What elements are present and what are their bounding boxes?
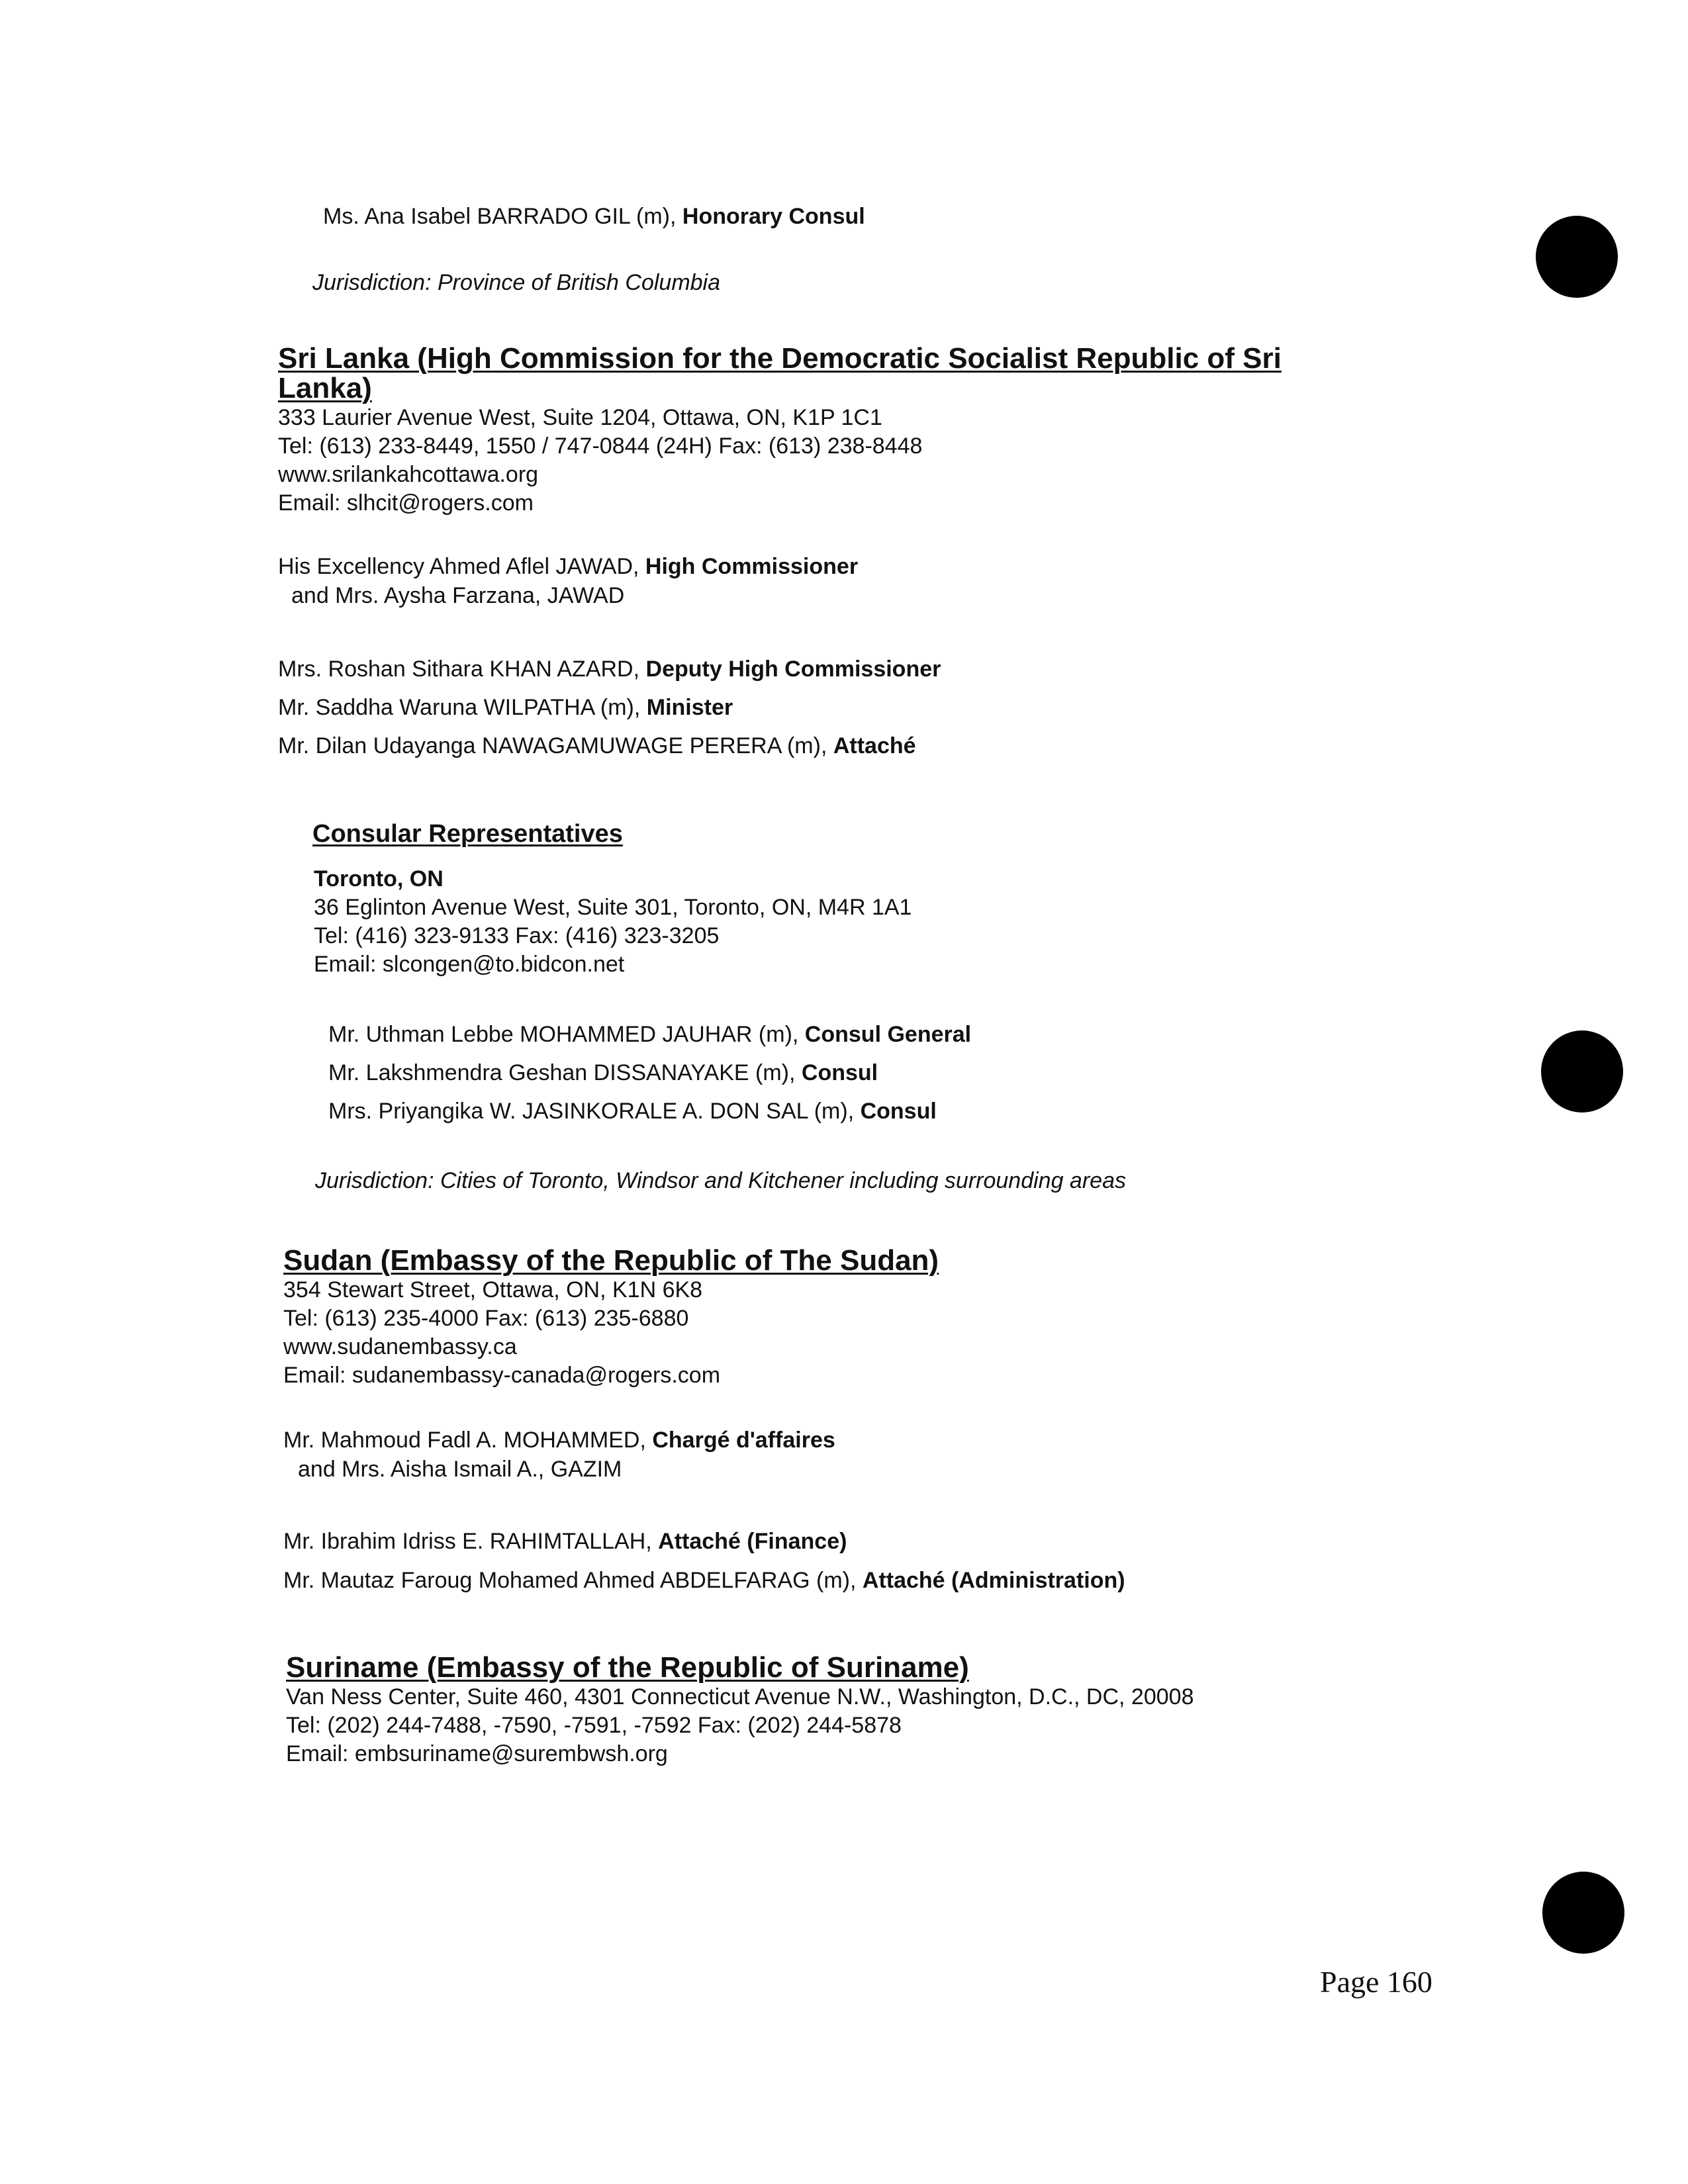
spouse-line: and Mrs. Aisha Ismail A., GAZIM: [298, 1457, 622, 1482]
person-title: High Commissioner: [645, 554, 859, 579]
consulate-address: 36 Eglinton Avenue West, Suite 301, Toronto, ON, M4R 1A1: [314, 895, 912, 920]
person-title: Chargé d'affaires: [652, 1428, 835, 1453]
consular-staff-entry: [328, 1097, 937, 1125]
sri-lanka-tel: Tel: (613) 233-8449, 1550 / 747-0844 (24H) Fax: (613) 238-8448: [278, 433, 923, 459]
staff-entry: [278, 655, 941, 683]
person-name: Mr. Ibrahim Idriss E. RAHIMTALLAH,: [283, 1529, 659, 1554]
staff-entry: [278, 694, 733, 721]
person-title: Honorary Consul: [682, 204, 865, 229]
sudan-tel: Tel: (613) 235-4000 Fax: (613) 235-6880: [283, 1306, 689, 1331]
suriname-tel: Tel: (202) 244-7488, -7590, -7591, -7592 Fax: (202) 244-5878: [286, 1713, 902, 1738]
sudan-address: 354 Stewart Street, Ottawa, ON, K1N 6K8: [283, 1277, 703, 1302]
consular-representatives-heading: Consular Representatives: [312, 820, 623, 848]
person-name: His Excellency Ahmed Aflel JAWAD,: [278, 554, 645, 579]
sri-lanka-website: www.srilankahcottawa.org: [278, 462, 539, 487]
person-name: Mr. Saddha Waruna WILPATHA (m),: [278, 695, 647, 720]
person-title: Consul: [801, 1060, 878, 1085]
sri-lanka-heading-line2: Lanka): [278, 372, 372, 404]
consulate-city: Toronto, ON: [314, 866, 444, 891]
consulate-tel: Tel: (416) 323-9133 Fax: (416) 323-3205: [314, 923, 720, 948]
person-name: Mrs. Priyangika W. JASINKORALE A. DON SAL (m),: [328, 1099, 861, 1124]
person-title: Attaché: [833, 733, 916, 758]
binder-hole-middle: [1541, 1030, 1623, 1113]
person-name: Ms. Ana Isabel BARRADO GIL (m),: [323, 204, 682, 229]
jurisdiction-note: Jurisdiction: Province of British Columbia: [312, 270, 721, 295]
consulate-email: Email: slcongen@to.bidcon.net: [314, 952, 625, 977]
sri-lanka-email: Email: slhcit@rogers.com: [278, 490, 534, 516]
consular-jurisdiction-note: Jurisdiction: Cities of Toronto, Windsor and Kitchener including surrounding areas: [315, 1168, 1126, 1193]
staff-entry: [278, 732, 916, 760]
person-title: Consul General: [804, 1022, 972, 1047]
sudan-email: Email: sudanembassy-canada@rogers.com: [283, 1363, 721, 1388]
person-title: Deputy High Commissioner: [645, 657, 941, 682]
sri-lanka-address: 333 Laurier Avenue West, Suite 1204, Ottawa, ON, K1P 1C1: [278, 405, 882, 430]
suriname-address: Van Ness Center, Suite 460, 4301 Connecticut Avenue N.W., Washington, D.C., DC, 20008: [286, 1684, 1194, 1709]
person-name: Mr. Dilan Udayanga NAWAGAMUWAGE PERERA (m),: [278, 733, 833, 758]
person-name: Mr. Lakshmendra Geshan DISSANAYAKE (m),: [328, 1060, 802, 1085]
person-title: Consul: [860, 1099, 937, 1124]
binder-hole-bottom: [1542, 1872, 1624, 1954]
person-name: Mrs. Roshan Sithara KHAN AZARD,: [278, 657, 646, 682]
page-number: Page 160: [1320, 1965, 1432, 1999]
sri-lanka-heading-line1: Sri Lanka (High Commission for the Democratic Socialist Republic of Sri: [278, 342, 1282, 375]
person-title: Minister: [646, 695, 733, 720]
sudan-website: www.sudanembassy.ca: [283, 1334, 517, 1359]
high-commissioner-entry: [278, 553, 858, 580]
binder-hole-top: [1536, 216, 1618, 298]
spouse-line: and Mrs. Aysha Farzana, JAWAD: [291, 583, 625, 608]
person-name: Mr. Mahmoud Fadl A. MOHAMMED,: [283, 1428, 653, 1453]
staff-entry: [283, 1527, 847, 1555]
suriname-heading: Suriname (Embassy of the Republic of Suriname): [286, 1651, 969, 1684]
person-title: Attaché (Administration): [862, 1568, 1125, 1593]
person-name: Mr. Mautaz Faroug Mohamed Ahmed ABDELFARAG (m),: [283, 1568, 863, 1593]
person-title: Attaché (Finance): [658, 1529, 847, 1554]
honorary-consul-entry: [323, 203, 865, 230]
suriname-email: Email: embsuriname@surembwsh.org: [286, 1741, 668, 1766]
person-name: Mr. Uthman Lebbe MOHAMMED JAUHAR (m),: [328, 1022, 805, 1047]
sudan-heading: Sudan (Embassy of the Republic of The Sudan): [283, 1244, 939, 1277]
staff-entry: [283, 1567, 1125, 1594]
consular-staff-entry: [328, 1021, 971, 1048]
charge-d-affaires-entry: [283, 1426, 835, 1454]
consular-staff-entry: [328, 1059, 878, 1087]
